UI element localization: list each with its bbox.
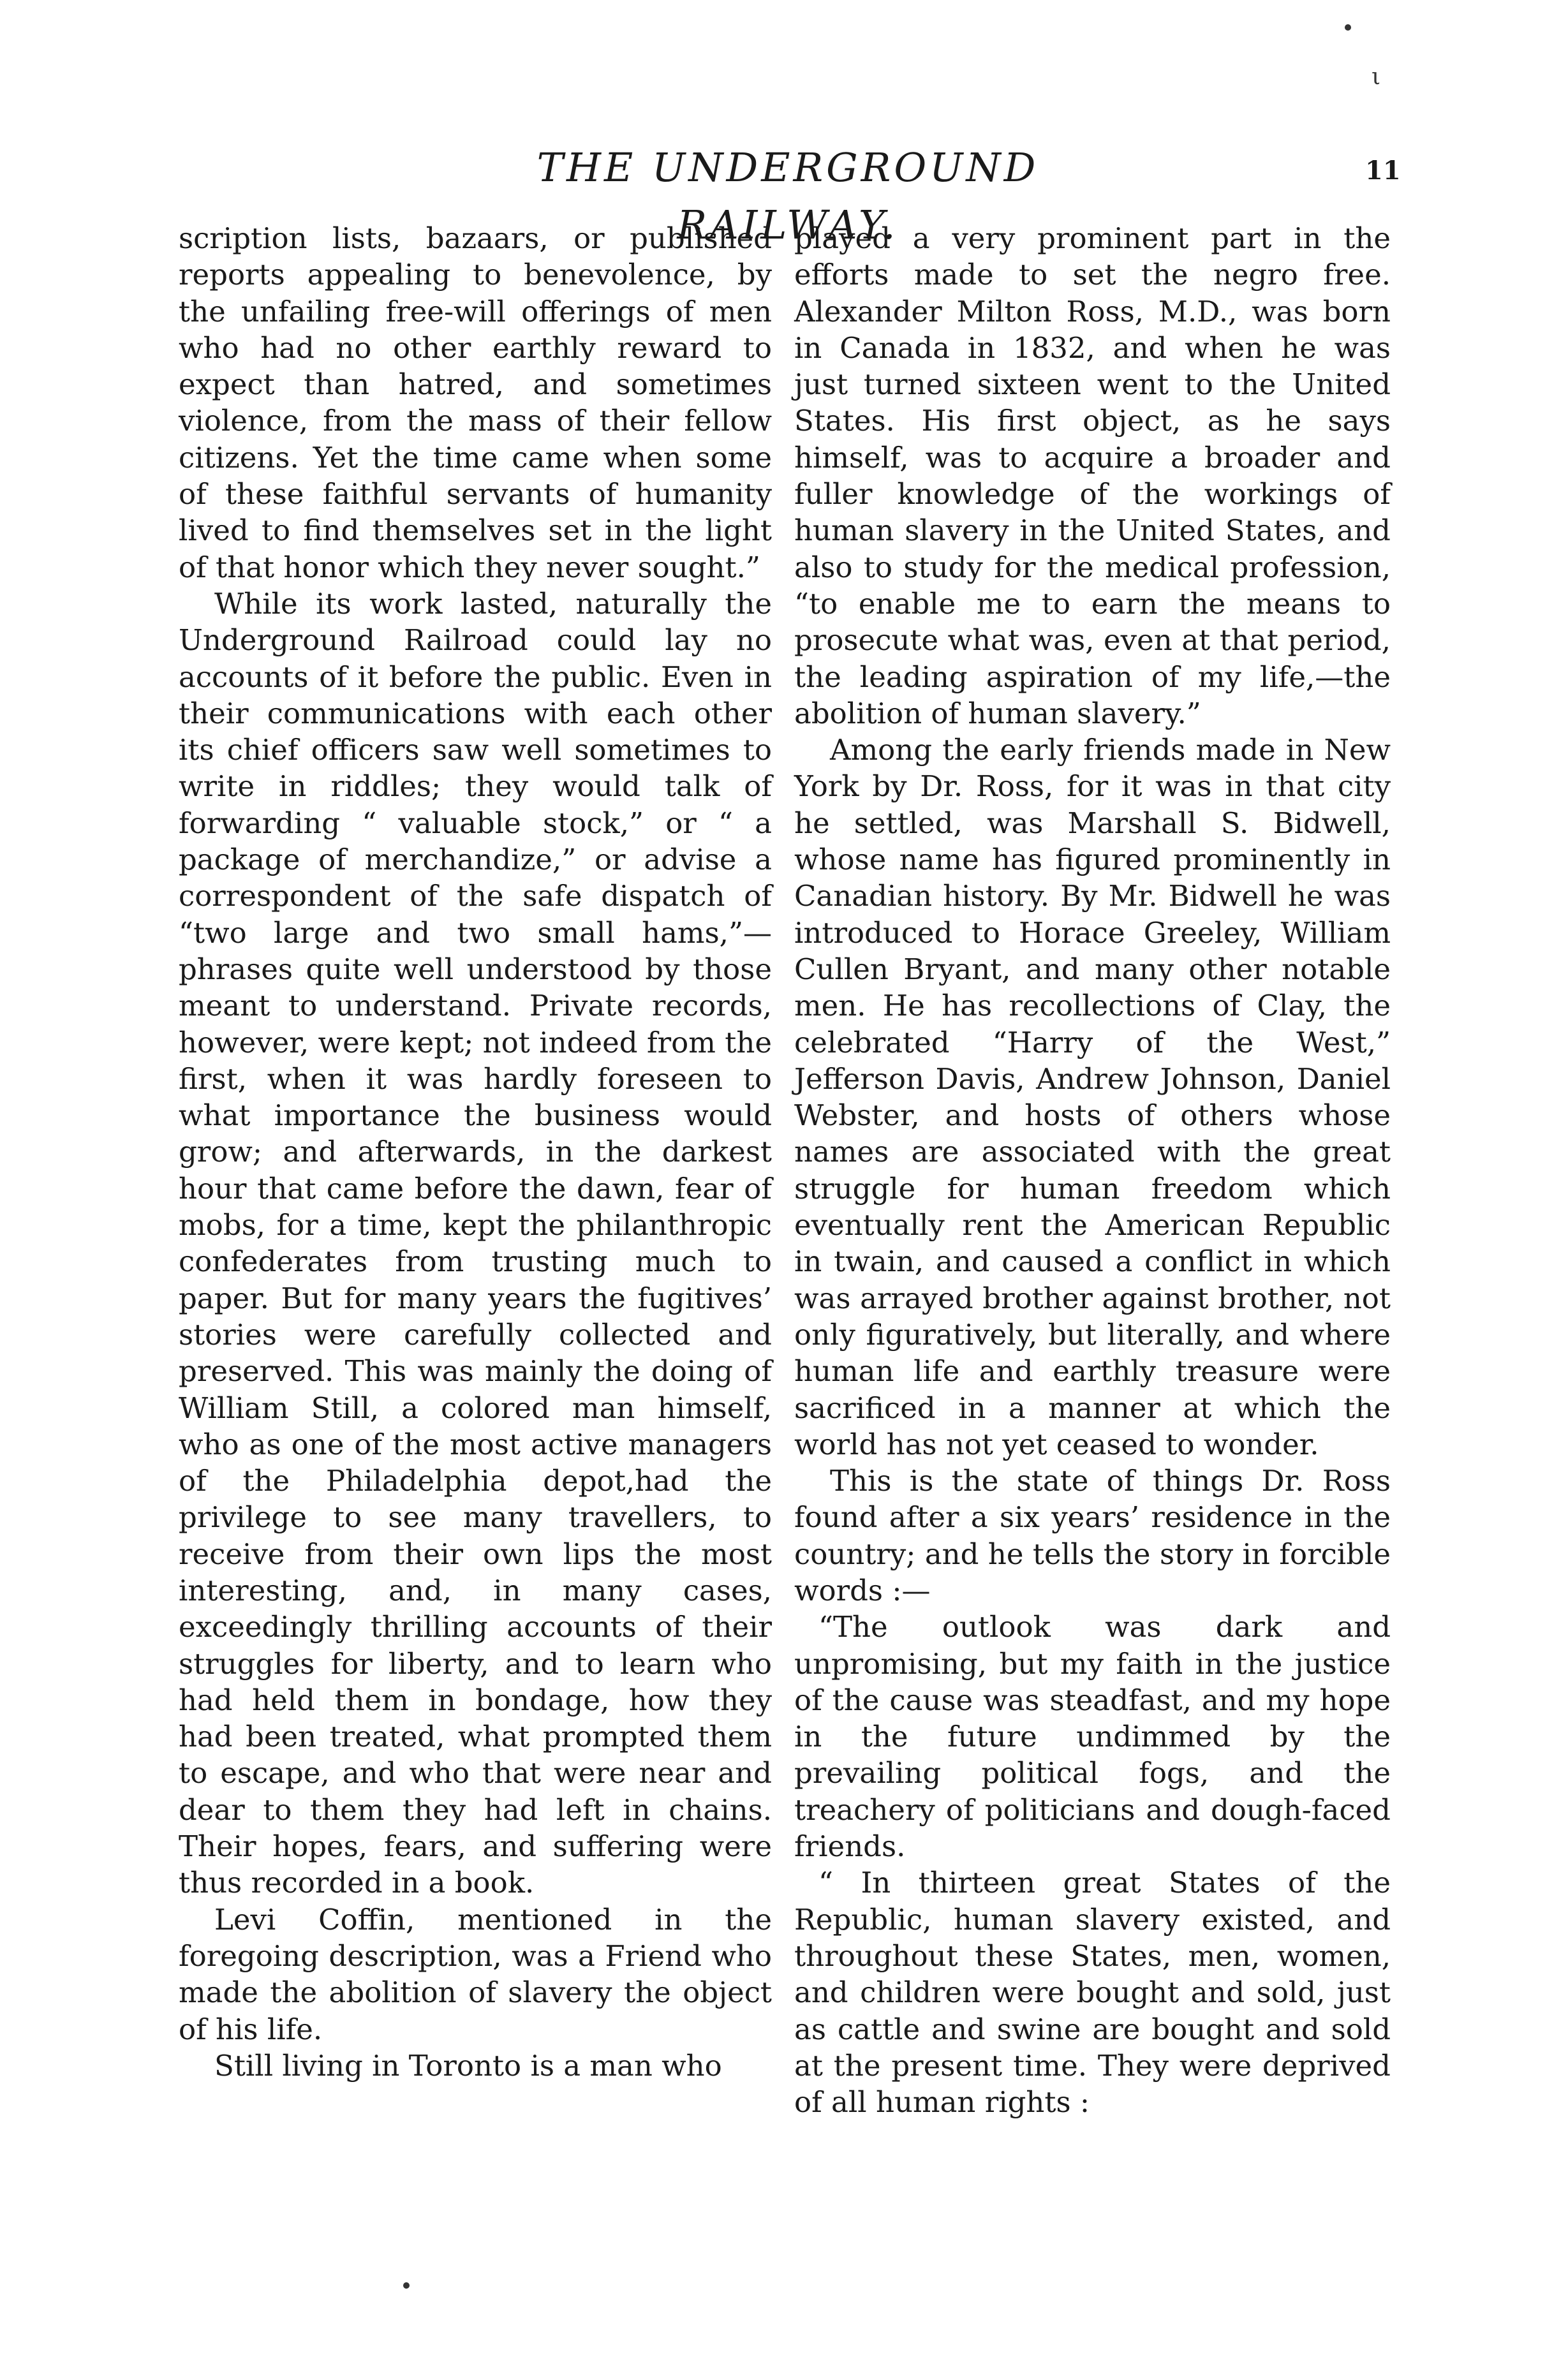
speck-mark	[403, 2282, 410, 2289]
right-paragraph-5: “ In thirteen great States of the Republic, human slavery existed, and throughout these States, men, women, and children were bought and sold, just as cattle and swine are bought and sold at the present time. They were deprived of all human rights :	[794, 1866, 1391, 2120]
left-paragraph-2: While its work lasted, naturally the Underground Railroad could lay no accounts of it before the public. Even in their communications with each other its chief officers saw well sometimes to write in riddles; they would talk of forwarding “ valuable stock,” or “ a package of merchandize,” or advise a correspondent of the safe dispatch of “two large and two small hams,”—phrases quite well understood by those meant to understand. Private records, however, were kept; not indeed from the first, when it was hardly foreseen to what importance the business would grow; and afterwards, in the darkest hour that came before the dawn, fear of mobs, for a time, kept the philanthropic confederates from trusting much to paper. But for many years the fugitives’ stories were carefully collected and preserved. This was mainly the doing of William Still, a colored man himself, who as one of the most active managers of the Philadelphia depot,had the privilege to see many travellers, to receive from their own lips the most interesting, and, in many cases, exceedingly thrilling accounts of their struggles for liberty, and to learn who had held them in bondage, how they had been treated, what prompted them to escape, and who that were near and dear to them they had left in chains. Their hopes, fears, and suffering were thus recorded in a book.	[179, 586, 772, 1900]
right-paragraph-3: This is the state of things Dr. Ross found after a six years’ residence in the country; and he tells the story in forcible words :—	[794, 1464, 1391, 1607]
running-head	[0, 139, 1568, 248]
left-paragraph-4: Still living in Toronto is a man who	[214, 2048, 722, 2083]
left-paragraph-3: Levi Coffin, mentioned in the foregoing description, was a Friend who made the abolition of slavery the object of his life.	[179, 1902, 772, 2046]
left-column	[179, 220, 772, 2084]
right-column	[794, 220, 1391, 2120]
right-paragraph-1: played a very prominent part in the efforts made to set the negro free. Alexander Milton Ross, M.D., was born in Canada in 1832, and when he was just turned sixteen went to the United States. His first object, as he says himself, was to acquire a broader and fuller knowledge of the workings of human slavery in the United States, and also to study for the medical profession, “to enable me to earn the means to prosecute what was, even at that period, the leading aspiration of my life,—the abolition of human slavery.”	[794, 221, 1391, 730]
running-title: THE UNDERGROUND RAILWAY.	[536, 144, 1039, 248]
page-number: 11	[1365, 156, 1401, 186]
right-paragraph-2: Among the early friends made in New York by Dr. Ross, for it was in that city he settled, was Marshall S. Bidwell, whose name has figured prominently in Canadian history. By Mr. Bidwell he was introduced to Horace Greeley, William Cullen Bryant, and many other notable men. He has recollections of Clay, the celebrated “Harry of the West,” Jefferson Davis, Andrew Johnson, Daniel Webster, and hosts of others whose names are associated with the great struggle for human freedom which eventually rent the American Republic in twain, and caused a conflict in which was arrayed brother against brother, not only figuratively, but literally, and where human life and earthly treasure were sacrificed in a manner at which the world has not yet ceased to wonder.	[794, 733, 1391, 1461]
corner-mark: ι	[1372, 64, 1381, 90]
left-paragraph-1: scription lists, bazaars, or published reports appealing to benevolence, by the unfailing free-will offerings of men who had no other earthly reward to expect than hatred, and sometimes violence, from the mass of their fellow citizens. Yet the time came when some of these faithful servants of humanity lived to find themselves set in the light of that honor which they never sought.”	[179, 221, 772, 584]
right-paragraph-4: “The outlook was dark and unpromising, but my faith in the justice of the cause was steadfast, and my hope in the future undimmed by the prevailing political fogs, and the treachery of politicians and dough-faced friends.	[794, 1610, 1391, 1864]
speck-mark	[1345, 24, 1351, 31]
